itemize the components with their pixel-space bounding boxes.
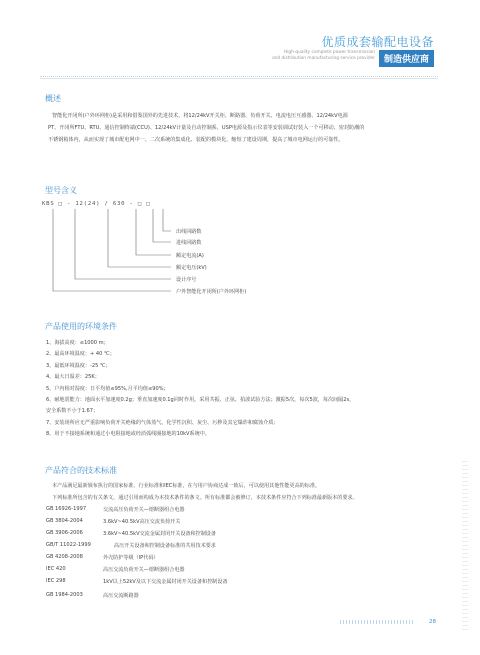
environment-item: 7、安装场所应无严重影响负荷开关绝缘的气体蒸气、化学性沉积、灰尘、污秽及其它爆炸和腐蚀介质； (46, 419, 279, 426)
model-label-current: 额定电流(A) (176, 253, 204, 259)
environment-item: 5、户内相对湿度：日平均值≤95%,月平均值≤90%； (46, 385, 169, 392)
overview-line: 智能化开闭所(户外环网柜)是采用和借鉴国外的先进技术，将12/24kV开关柜、断路器、负荷开关、电流电压互感器、12/24kV电源 (52, 113, 348, 119)
environment-item: 2、最高环境温度：+ 40 ℃； (46, 351, 115, 358)
model-label-voltage: 额定电压(kV) (176, 265, 207, 271)
brand-english-line-2: and distribution manufacturing service provider (272, 56, 375, 61)
environment-item: 3、最低环境温度：-25 ℃； (46, 362, 111, 369)
environment-item: 8、用于不接地系统和通过小电阻接地或经消弧线圈接地的10kV系统中。 (46, 431, 210, 438)
brand-english-line-1: High-quality complete power transmission (283, 50, 375, 55)
model-heading: 型号含义 (45, 186, 77, 195)
model-label-outgoing: 出线回路数 (176, 229, 202, 235)
standard-name: 高压交流负荷开关—熔断器组合电器 (103, 567, 185, 573)
standard-code: GB 16926-1997 (46, 506, 87, 512)
header-divider (40, 78, 438, 79)
standard-code: GB 4208-2008 (46, 554, 83, 560)
page-number: 28 (429, 619, 436, 625)
model-label-type: 户外智能化开闭所(户外环网柜) (176, 289, 247, 295)
environment-heading: 产品使用的环境条件 (45, 322, 117, 331)
brand-subtitle-badge: 制造供应商 (379, 50, 434, 67)
standard-code: GB 3906-2006 (46, 530, 83, 536)
standard-code: GB 1984-2003 (46, 592, 83, 598)
standards-intro-line-2: 下列标准所包含的有关条文，通过引用而构成为本技术条件的条文。所有标准都会被修订，本技术条件应符合下列标准最新版本的要求。 (52, 495, 358, 501)
standards-heading: 产品符合的技术标准 (45, 466, 117, 475)
standard-name: 高压交流断路器 (103, 593, 139, 599)
environment-list (46, 339, 446, 442)
connector-rated-current (136, 209, 171, 255)
standard-name: 高压开关设备和控制设备标准的共用技术要求 (114, 543, 216, 549)
model-label-design: 设计序号 (176, 277, 197, 283)
connector-design-no (75, 209, 171, 279)
footer-decoration (340, 620, 415, 624)
standard-name: 3.6kV~40.5kV高压交流负荷开关 (103, 519, 181, 525)
overview-line: 不锈钢箱体内，从而实现了城市配电网中一、二次系统的集成化、装配的模块化、缩短了建设周期，提高了城市电网运行的可靠性。 (48, 137, 344, 143)
model-code: KBS □ - 12(24) / 630 - □ □ (42, 201, 151, 207)
overview-paragraph (48, 110, 444, 146)
model-label-incoming: 进线回路数 (176, 240, 202, 246)
header-divider-dotted (40, 76, 438, 77)
overview-line: PT、开闭所FTU、RTU、通信控制终端(CCU)、12/24kV计量及自动控制系、USP电源及指示仪表等安装调试好装入一个可移动、密封防潮的 (48, 125, 365, 131)
connector-outgoing-circuits (163, 209, 171, 231)
environment-item: 4、最大日温差：25K； (46, 374, 100, 381)
standard-code: GB 3804-2004 (46, 518, 83, 524)
connector-incoming-circuits (153, 209, 171, 242)
environment-item: 安全系数不小于1.67； (46, 408, 99, 415)
connector-rated-voltage (108, 209, 171, 267)
standard-name: 交流高压负荷开关—熔断器组合电器 (103, 507, 185, 513)
standard-name: 3.6kV~40.5kV交流金属封闭开关设备和控制设备 (103, 531, 216, 537)
standards-intro-line-1: 本产品满足最新颁布执行的国家标准、行业标准和IEC标准，在与用户协商达成一致后，可以使用其他性能更高的标准。 (52, 483, 321, 489)
environment-item: 6、耐地震能力：地面水平加速度0.2g；垂直加速度0.1g同时作用。采用共振、正弦、拍波试验方法；激振5次，每次5波，每次间隔2s， (46, 396, 355, 403)
standard-name: 1kV以上52kV及以下交流金属封闭开关设备和控制设备 (103, 579, 228, 585)
standard-name: 外壳防护等级（IP代码） (103, 555, 159, 561)
standard-code: IEC 298 (46, 578, 66, 584)
side-decoration (462, 460, 468, 630)
overview-heading: 概述 (45, 94, 61, 103)
standard-code: IEC 420 (46, 566, 66, 572)
environment-item: 1、海拔高度：≤1000 m； (46, 340, 109, 346)
standard-code: GB/T 11022-1999 (46, 542, 91, 548)
brand-title: 优质成套输配电设备 (321, 35, 434, 49)
